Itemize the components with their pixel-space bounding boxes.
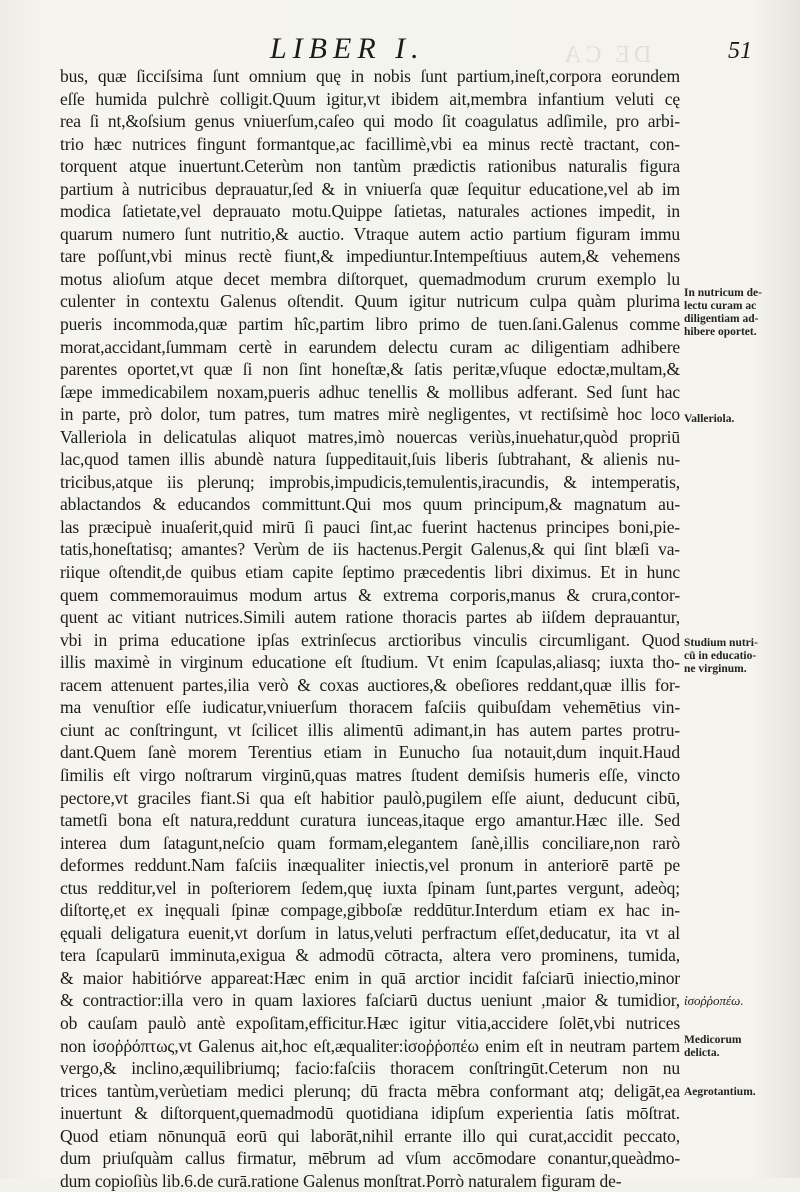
text-line: riique oſtendit,de quibus etiam capite ſeptimo præcedentis libri diximus. Et in hunc [60, 562, 680, 583]
text-line: dant.Quem ſanè morem Terentius etiam in Eunucho ſua notauit,dum inquit.Haud [60, 742, 680, 763]
text-line: diſtortę,et ex inęquali ſpinæ compage,gibboſæ reddūtur.Interdum etiam ex hac in- [60, 900, 680, 921]
text-line: pueris incommoda,quæ partim hîc,partim libro primo de tuen.ſani.Galenus comme [60, 314, 680, 335]
text-line: rea ſi nt,&oſsium genus vniuerſum,caſeo qui modo ſit coagulatus adſimile, pro arbi- [60, 111, 680, 132]
text-line: las præcipuè inuaſerit,quid mirū ſi pauci ſint,ac fuerint hactenus principes boni,pie- [60, 516, 680, 537]
text-line: non ἰσοῤῥόπτως,vt Galenus ait,hoc eſt,æqualiter:ἰσοῤῥοπέω enim eſt in neutram partem [60, 1035, 680, 1056]
text-line: & contractior:illa vero in quam laxiores faſciarū ductus ueniunt ,maior & tumidior, [60, 990, 680, 1011]
margin-note-line: hibere oportet. [684, 326, 757, 338]
margin-note-line: lectu curam ac [684, 300, 757, 312]
text-line: inuertunt & diſtorquent,quemadmodū quotidiana idipſum experientia ſatis mōſtrat. [60, 1103, 680, 1124]
text-line: Quod etiam nōnunquā eorū qui laborāt,nihil errante illo qui curat,accidit peccato, [60, 1125, 680, 1146]
margin-note [684, 1034, 741, 1060]
running-title: LIBER I. [270, 32, 425, 65]
margin-note [684, 413, 734, 426]
bleed-through-text: DE CA [560, 42, 652, 68]
text-line: in parte, prò dolor, tum patres, tum matres mirè negligentes, vt rectiſsimè hoc loco [60, 404, 680, 425]
text-line: morat,accidant,ſummam certè in earundem delectu curam ac diligentiam adhibere [60, 336, 680, 357]
text-line: vbi in prima educatione ipſas extrinſecus arctioribus vinculis circumligant. Quod [60, 629, 680, 650]
text-line: tera ſcapularū imminuta,exigua & admodū cōtracta, altera vero prominens, tumida, [60, 945, 680, 966]
text-line: culenter in contextu Galenus oſtendit. Quum igitur nutricum culpa quàm plurima [60, 291, 680, 312]
text-line: quem commemorauimus modum artus & extrema corporis,manus & crura,contor- [60, 584, 680, 605]
margin-note-line: cū in educatio- [684, 650, 757, 662]
margin-note-line: Aegrotantium. [684, 1086, 756, 1098]
text-line: illis maximè in virginum educatione eſt ſtudium. Vt enim ſcapulas,aliasq; iuxta tho- [60, 652, 680, 673]
text-line: deformes reddunt.Nam faſciis inæqualiter iniectis,vel pronum in anteriorē partē pe [60, 855, 680, 876]
text-line: ſimilis eſt virgo noſtrarum virginū,quas matres ſtudent demiſsis humeris eſſe, vincto [60, 764, 680, 785]
text-line: tametſi bona eſt natura,reddunt curatura iunceas,itaque ergo amantur.Hæc ille. Sed [60, 810, 680, 831]
text-line: interea dum ſatagunt,neſcio quam formam,elegantem ſanè,illis conciliare,non rarò [60, 832, 680, 853]
text-line: ob cauſam paulò antè expoſitam,efficitur.Hæc igitur vitia,accidere ſolēt,vbi nutrices [60, 1012, 680, 1033]
text-line: torquent atque inuertunt.Ceterùm non tantùm prædictis rationibus naturalis figura [60, 156, 680, 177]
margin-note [684, 1086, 756, 1099]
text-line: trio hæc nutrices fingunt formantque,ac facillimè,vbi ea minus rectè tractant, con- [60, 133, 680, 154]
text-line: ęquali deligatura euenit,vt dorſum in latus,veluti perfractum eſſet,deducatur, ita vt al [60, 922, 680, 943]
text-line: vergo,& inclino,æquilibriumq; facio:faſciis thoracem conſtringūt.Ceterum non nu [60, 1058, 680, 1079]
margin-note-line: In nutricum de- [684, 287, 762, 299]
text-line: trices tantùm,verùetiam medici plerunq; dū fracta mēbra conformant atq; deligāt,ea [60, 1080, 680, 1101]
text-line: ciunt ac conſtringunt, vt ſcilicet illis alimentū adimant,in has autem partes protru- [60, 719, 680, 740]
margin-note-line: Medicorum [684, 1034, 742, 1046]
margin-note [684, 994, 744, 1007]
text-line: dum priuſquàm callus firmatur, mēbrum ad vſum accōmodare conantur,queàdmo- [60, 1148, 680, 1169]
margin-note-line: Studium nutri- [684, 637, 758, 649]
text-line: Valleriola in delicatulas aliquot matres,imò nouercas veriùs,inuehatur,quòd propriū [60, 426, 680, 447]
margin-note-line: delicta. [684, 1047, 720, 1059]
main-text-column [60, 65, 680, 1192]
text-line: ſæpe immedicabilem noxam,pueris adhuc tenellis & mollibus adferant. Sed ſunt hac [60, 381, 680, 402]
text-line: racem attenuent partes,ilia verò & coxas auctiores,& obeſiores reddant,quæ illis for- [60, 674, 680, 695]
text-line: ma venuſtior eſſe iudicatur,vniuerſum thoracem faſciis quibuſdam vehemētius vin- [60, 697, 680, 718]
text-line: tatis,honeſtatisq; amantes? Verùm de iis hactenus.Pergit Galenus,& qui ſint blæſi va- [60, 539, 680, 560]
text-line: lac,quod tamen illis abundè natura ſuppeditauit,ſuis liberis ſubtrahant, & alienis nu- [60, 449, 680, 470]
text-line: modica ſatietate,vel deprauato motu.Quippe ſatietas, naturales actiones impedit, in [60, 201, 680, 222]
text-line: pectore,vt graciles fiant.Si qua eſt habitior paulò,pugilem eſſe aiunt, deducunt cibū, [60, 787, 680, 808]
text-line: partium à nutricibus deprauatur,ſed & in vniuerſa quæ ſequitur educatione,vel ab im [60, 178, 680, 199]
margin-note [684, 637, 758, 676]
text-line: bus, quæ ſicciſsima ſunt omnium quę in nobis ſunt partium,ineſt,corpora eorundem [60, 66, 680, 86]
text-line: tare poſſunt,vbi minus rectè fiunt,& impediuntur.Intempeſtiuus autem,& vehemens [60, 246, 680, 267]
margin-note-line: ne virginum. [684, 663, 747, 675]
margin-note-line: diligentiam ad- [684, 313, 759, 325]
page-header [0, 28, 800, 68]
text-line: parentes oportet,vt quæ ſi non ſint honeſtæ,& ſatis peritæ,vſuque edoctæ,multam,& [60, 359, 680, 380]
text-line: & maior habitiórve appareat:Hæc enim in quā arctior incidit faſciarū iniectio,minor [60, 967, 680, 988]
margin-note-line: Valleriola. [684, 413, 735, 425]
margin-note [684, 287, 762, 339]
text-line: motus alioſum atque decet membra diſtorquet, quemadmodum crurum exemplo lu [60, 268, 680, 289]
text-line: quent ac vitiant nutrices.Simili autem ratione thoracis partes ab iiſdem deprauantur, [60, 607, 680, 628]
text-line: ablactandos & educandos committunt.Qui mos quum principum,& magnatum au- [60, 494, 680, 515]
text-line: eſſe humida pulchrè colligit.Quum igitur,vt ibidem ait,membra infantium veluti cę [60, 88, 680, 109]
text-line: tricibus,atque iis plerunq; improbis,impudicis,temulentis,iracundis, & intemperatis, [60, 471, 680, 492]
text-line: ctus redditur,vel in poſteriorem ſedem,quę iuxta ſpinam ſunt,partes vergunt, adeòq; [60, 877, 680, 898]
text-line: dum copioſiùs lib.6.de curā.ratione Galenus monſtrat.Porrò naturalem figuram de- [60, 1170, 622, 1191]
text-line: quarum numero ſunt nutritio,& auctio. Vtraque autem actio partium figuram immu [60, 223, 680, 244]
page-number: 51 [728, 38, 752, 64]
margin-note-line: ἰσοῤῥοπέω. [684, 993, 744, 1008]
